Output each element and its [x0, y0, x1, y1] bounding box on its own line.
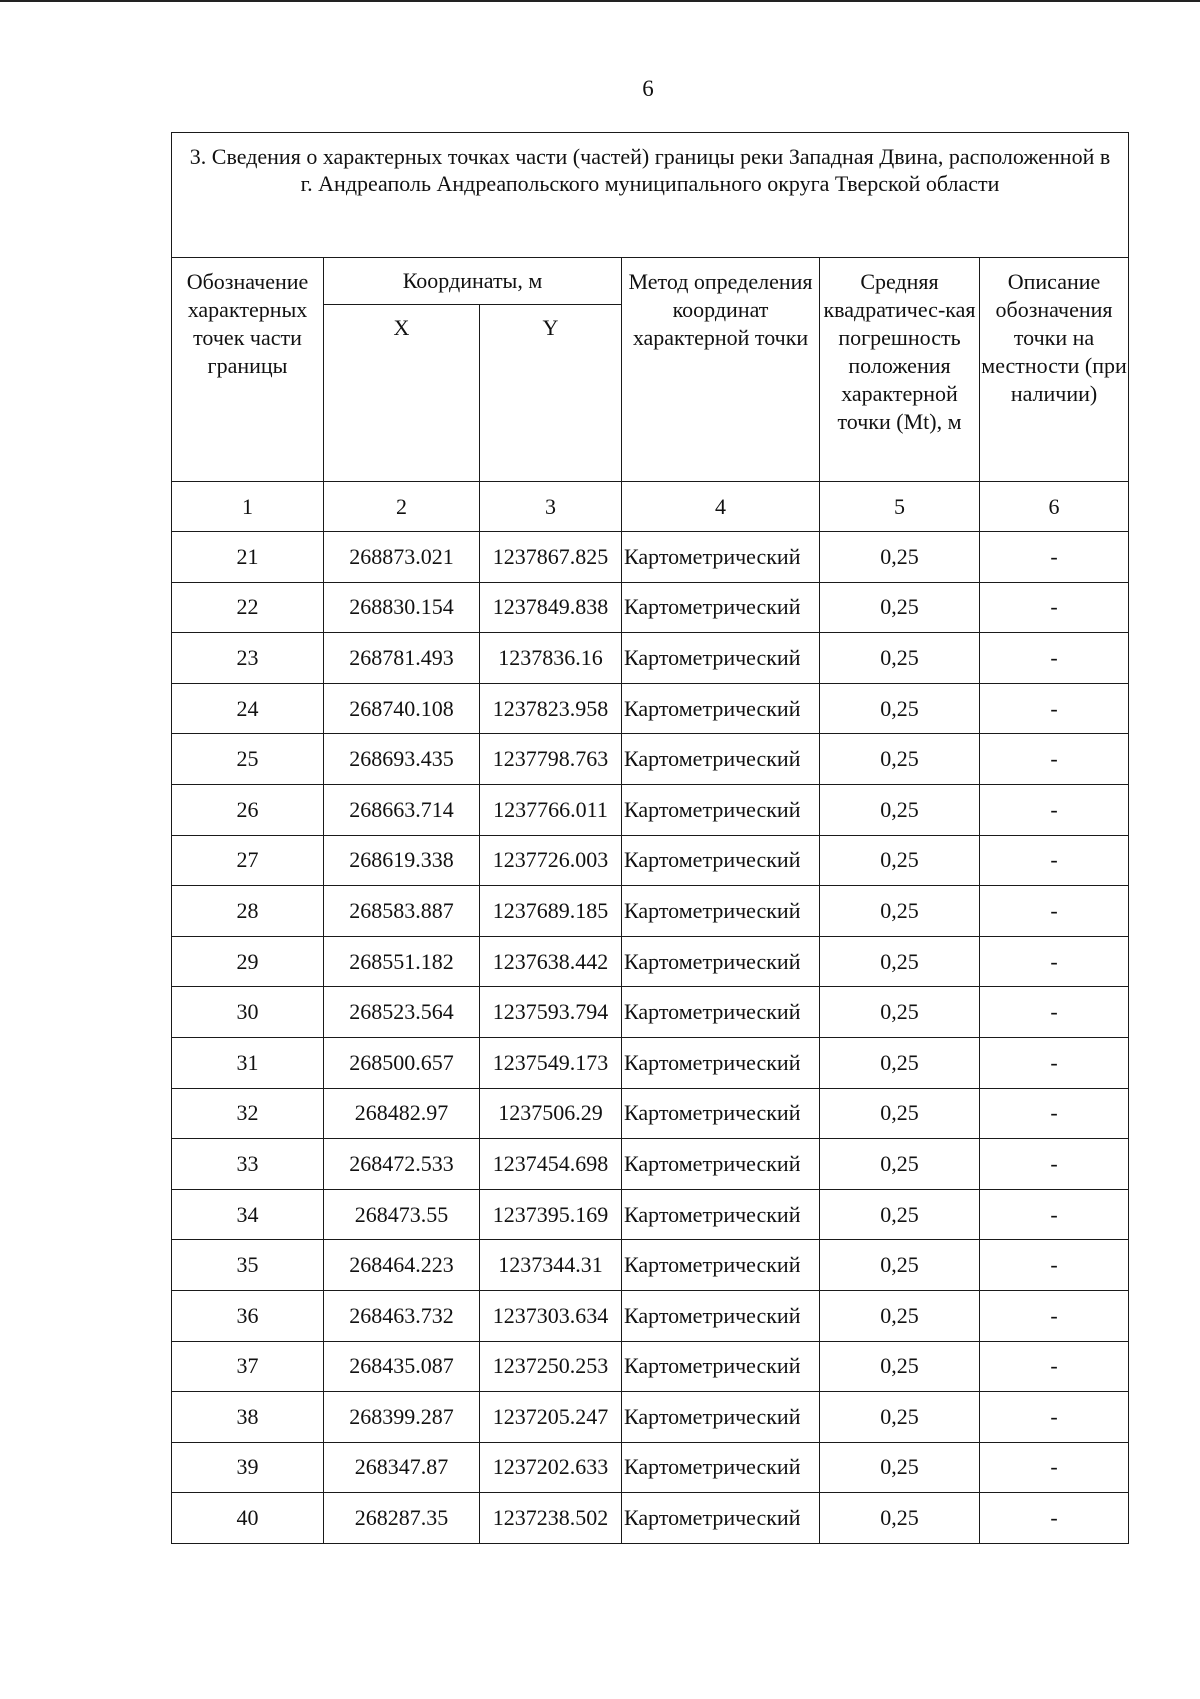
table-row [172, 1442, 1129, 1493]
column-number: 1 [172, 482, 324, 532]
method-cell: Картометрический [622, 936, 820, 987]
point-number-cell: 33 [172, 1139, 324, 1190]
method-cell: Картометрический [622, 886, 820, 937]
y-coordinate-cell: 1237638.442 [480, 936, 622, 987]
x-coordinate-cell: 268435.087 [324, 1341, 480, 1392]
method-cell: Картометрический [622, 683, 820, 734]
description-cell: - [980, 1493, 1129, 1544]
x-coordinate-cell: 268693.435 [324, 734, 480, 785]
x-coordinate-cell: 268464.223 [324, 1240, 480, 1291]
mean-square-error-cell: 0,25 [820, 683, 980, 734]
y-coordinate-cell: 1237506.29 [480, 1088, 622, 1139]
y-coordinate-cell: 1237395.169 [480, 1189, 622, 1240]
mean-square-error-cell: 0,25 [820, 1189, 980, 1240]
y-coordinate-cell: 1237205.247 [480, 1392, 622, 1443]
x-coordinate-cell: 268551.182 [324, 936, 480, 987]
description-cell: - [980, 1442, 1129, 1493]
method-cell: Картометрический [622, 784, 820, 835]
boundary-points-table [171, 132, 1129, 1544]
table-row [172, 784, 1129, 835]
description-cell: - [980, 784, 1129, 835]
table-row [172, 1240, 1129, 1291]
description-cell: - [980, 987, 1129, 1038]
mean-square-error-cell: 0,25 [820, 784, 980, 835]
table-row [172, 1341, 1129, 1392]
method-cell: Картометрический [622, 1139, 820, 1190]
y-coordinate-cell: 1237202.633 [480, 1442, 622, 1493]
table-row [172, 734, 1129, 785]
y-coordinate-cell: 1237344.31 [480, 1240, 622, 1291]
x-coordinate-cell: 268347.87 [324, 1442, 480, 1493]
mean-square-error-cell: 0,25 [820, 1037, 980, 1088]
x-coordinate-cell: 268740.108 [324, 683, 480, 734]
y-coordinate-cell: 1237823.958 [480, 683, 622, 734]
y-coordinate-cell: 1237849.838 [480, 582, 622, 633]
table-row [172, 1139, 1129, 1190]
point-number-cell: 37 [172, 1341, 324, 1392]
x-coordinate-cell: 268472.533 [324, 1139, 480, 1190]
header-point-description: Описание обозначения точки на местности (при наличии) [980, 258, 1129, 482]
method-cell: Картометрический [622, 835, 820, 886]
description-cell: - [980, 1240, 1129, 1291]
description-cell: - [980, 1392, 1129, 1443]
point-number-cell: 30 [172, 987, 324, 1038]
y-coordinate-cell: 1237454.698 [480, 1139, 622, 1190]
column-number: 2 [324, 482, 480, 532]
description-cell: - [980, 1290, 1129, 1341]
mean-square-error-cell: 0,25 [820, 633, 980, 684]
description-cell: - [980, 1341, 1129, 1392]
description-cell: - [980, 633, 1129, 684]
table-row [172, 987, 1129, 1038]
description-cell: - [980, 1088, 1129, 1139]
table-row [172, 886, 1129, 937]
x-coordinate-cell: 268399.287 [324, 1392, 480, 1443]
mean-square-error-cell: 0,25 [820, 1392, 980, 1443]
point-number-cell: 24 [172, 683, 324, 734]
table-row [172, 582, 1129, 633]
column-number: 4 [622, 482, 820, 532]
table-row [172, 683, 1129, 734]
method-cell: Картометрический [622, 582, 820, 633]
y-coordinate-cell: 1237238.502 [480, 1493, 622, 1544]
column-numbers-row [172, 482, 1129, 532]
y-coordinate-cell: 1237250.253 [480, 1341, 622, 1392]
x-coordinate-cell: 268619.338 [324, 835, 480, 886]
x-coordinate-cell: 268473.55 [324, 1189, 480, 1240]
y-coordinate-cell: 1237798.763 [480, 734, 622, 785]
point-number-cell: 29 [172, 936, 324, 987]
method-cell: Картометрический [622, 532, 820, 583]
mean-square-error-cell: 0,25 [820, 886, 980, 937]
header-x: X [324, 305, 480, 482]
table-row [172, 1493, 1129, 1544]
point-number-cell: 40 [172, 1493, 324, 1544]
method-cell: Картометрический [622, 1189, 820, 1240]
description-cell: - [980, 683, 1129, 734]
point-number-cell: 21 [172, 532, 324, 583]
point-number-cell: 36 [172, 1290, 324, 1341]
mean-square-error-cell: 0,25 [820, 532, 980, 583]
description-cell: - [980, 886, 1129, 937]
description-cell: - [980, 936, 1129, 987]
method-cell: Картометрический [622, 1341, 820, 1392]
point-number-cell: 26 [172, 784, 324, 835]
method-cell: Картометрический [622, 1493, 820, 1544]
point-number-cell: 35 [172, 1240, 324, 1291]
method-cell: Картометрический [622, 734, 820, 785]
point-number-cell: 31 [172, 1037, 324, 1088]
mean-square-error-cell: 0,25 [820, 936, 980, 987]
table-row [172, 1037, 1129, 1088]
x-coordinate-cell: 268287.35 [324, 1493, 480, 1544]
method-cell: Картометрический [622, 1392, 820, 1443]
table-row [172, 1392, 1129, 1443]
mean-square-error-cell: 0,25 [820, 1442, 980, 1493]
mean-square-error-cell: 0,25 [820, 1341, 980, 1392]
table-row [172, 633, 1129, 684]
method-cell: Картометрический [622, 1088, 820, 1139]
x-coordinate-cell: 268482.97 [324, 1088, 480, 1139]
point-number-cell: 39 [172, 1442, 324, 1493]
y-coordinate-cell: 1237549.173 [480, 1037, 622, 1088]
point-number-cell: 25 [172, 734, 324, 785]
mean-square-error-cell: 0,25 [820, 987, 980, 1038]
x-coordinate-cell: 268781.493 [324, 633, 480, 684]
mean-square-error-cell: 0,25 [820, 582, 980, 633]
method-cell: Картометрический [622, 633, 820, 684]
table-title-row [172, 133, 1129, 258]
header-point-designation: Обозначение характерных точек части границы [172, 258, 324, 482]
point-number-cell: 22 [172, 582, 324, 633]
scan-edge [0, 0, 1200, 2]
x-coordinate-cell: 268873.021 [324, 532, 480, 583]
column-number: 6 [980, 482, 1129, 532]
description-cell: - [980, 582, 1129, 633]
method-cell: Картометрический [622, 1240, 820, 1291]
mean-square-error-cell: 0,25 [820, 1290, 980, 1341]
method-cell: Картометрический [622, 987, 820, 1038]
point-number-cell: 32 [172, 1088, 324, 1139]
page-number: 6 [642, 76, 654, 101]
table-row [172, 532, 1129, 583]
y-coordinate-cell: 1237867.825 [480, 532, 622, 583]
table-title: 3. Сведения о характерных точках части (частей) границы реки Западная Двина, расположенной в г. Андреаполь Андреапольского муниципального округа Тверской области [172, 133, 1129, 258]
mean-square-error-cell: 0,25 [820, 1493, 980, 1544]
method-cell: Картометрический [622, 1290, 820, 1341]
description-cell: - [980, 835, 1129, 886]
description-cell: - [980, 1037, 1129, 1088]
description-cell: - [980, 1189, 1129, 1240]
point-number-cell: 27 [172, 835, 324, 886]
description-cell: - [980, 734, 1129, 785]
table-row [172, 1088, 1129, 1139]
y-coordinate-cell: 1237303.634 [480, 1290, 622, 1341]
table-row [172, 936, 1129, 987]
x-coordinate-cell: 268583.887 [324, 886, 480, 937]
mean-square-error-cell: 0,25 [820, 1088, 980, 1139]
mean-square-error-cell: 0,25 [820, 734, 980, 785]
header-row [172, 258, 1129, 305]
x-coordinate-cell: 268463.732 [324, 1290, 480, 1341]
mean-square-error-cell: 0,25 [820, 835, 980, 886]
column-number: 3 [480, 482, 622, 532]
table-row [172, 835, 1129, 886]
y-coordinate-cell: 1237836.16 [480, 633, 622, 684]
point-number-cell: 28 [172, 886, 324, 937]
table-row [172, 1290, 1129, 1341]
mean-square-error-cell: 0,25 [820, 1240, 980, 1291]
x-coordinate-cell: 268500.657 [324, 1037, 480, 1088]
x-coordinate-cell: 268523.564 [324, 987, 480, 1038]
y-coordinate-cell: 1237726.003 [480, 835, 622, 886]
y-coordinate-cell: 1237689.185 [480, 886, 622, 937]
x-coordinate-cell: 268663.714 [324, 784, 480, 835]
header-coordinates: Координаты, м [324, 258, 622, 305]
y-coordinate-cell: 1237766.011 [480, 784, 622, 835]
x-coordinate-cell: 268830.154 [324, 582, 480, 633]
column-number: 5 [820, 482, 980, 532]
method-cell: Картометрический [622, 1037, 820, 1088]
description-cell: - [980, 1139, 1129, 1190]
header-y: Y [480, 305, 622, 482]
method-cell: Картометрический [622, 1442, 820, 1493]
y-coordinate-cell: 1237593.794 [480, 987, 622, 1038]
description-cell: - [980, 532, 1129, 583]
point-number-cell: 23 [172, 633, 324, 684]
header-method: Метод определения координат характерной точки [622, 258, 820, 482]
header-mean-square-error: Средняя квадратичес-кая погрешность положения характерной точки (Mt), м [820, 258, 980, 482]
mean-square-error-cell: 0,25 [820, 1139, 980, 1190]
table-row [172, 1189, 1129, 1240]
point-number-cell: 34 [172, 1189, 324, 1240]
point-number-cell: 38 [172, 1392, 324, 1443]
